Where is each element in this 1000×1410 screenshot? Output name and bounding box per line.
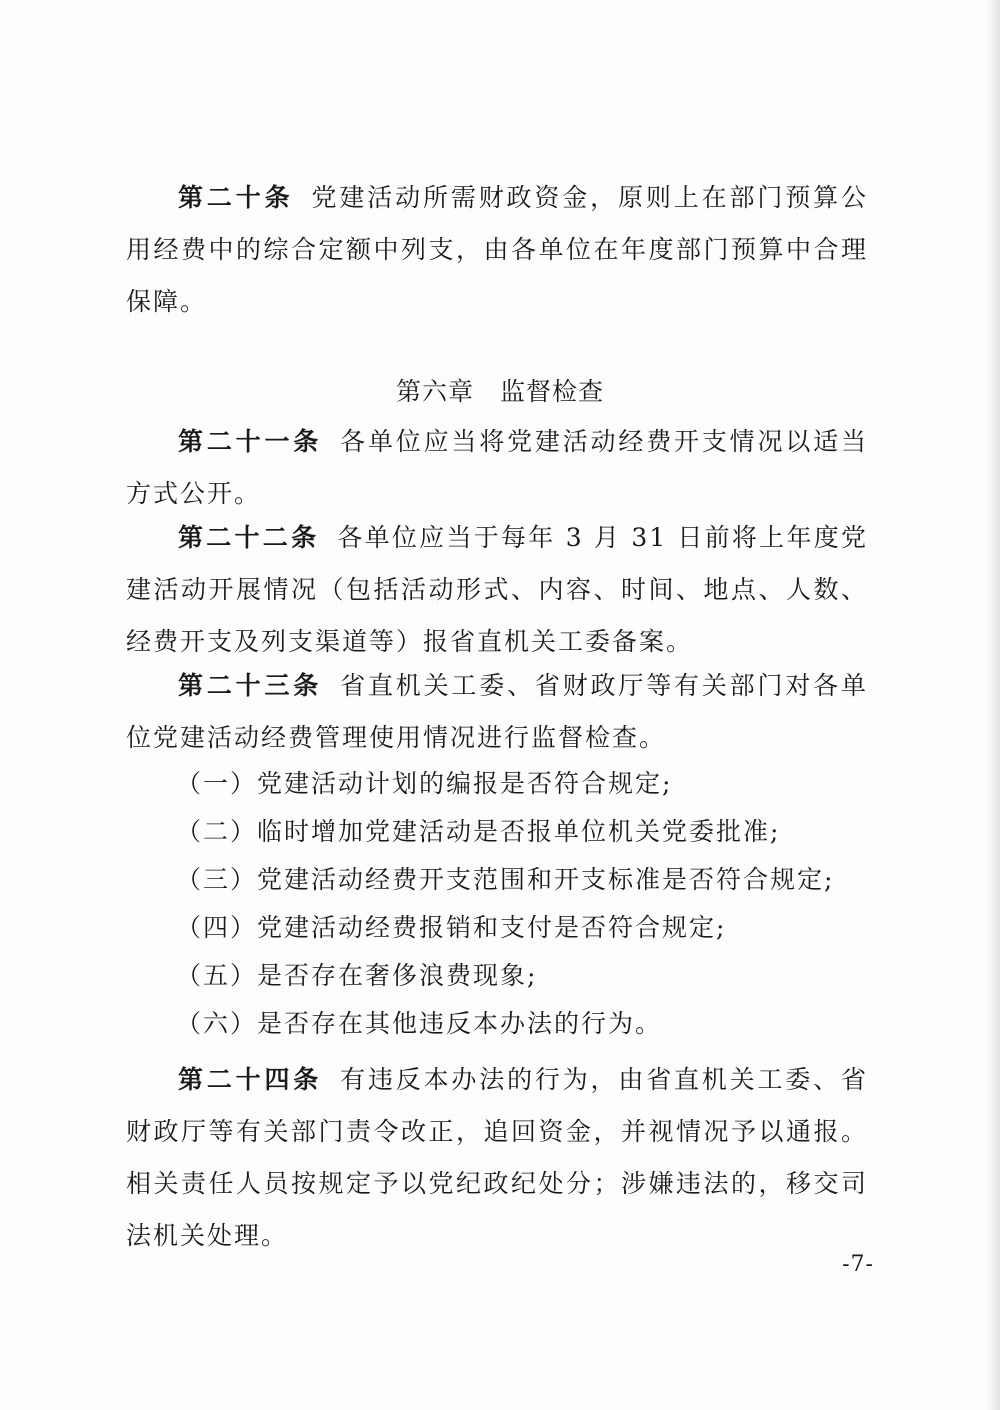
article-24 [126, 1054, 868, 1262]
article-22-number: 第二十二条 [178, 523, 320, 552]
article-20 [126, 172, 868, 328]
article-23 [126, 660, 868, 764]
article-21-number: 第二十一条 [178, 427, 323, 456]
article-23-text: 省直机关工委、省财政厅等有关部门对各单位党建活动经费管理使用情况进行监督检查。 [126, 671, 868, 752]
list-item: （四）党建活动经费报销和支付是否符合规定; [176, 913, 727, 942]
article-22-text: 各单位应当于每年 3 月 31 日前将上年度党建活动开展情况（包括活动形式、内容、时间、地点、人数、经费开支及列支渠道等）报省直机关工委备案。 [126, 523, 868, 656]
article-20-text: 党建活动所需财政资金，原则上在部门预算公用经费中的综合定额中列支，由各单位在年度部门预算中合理保障。 [126, 183, 868, 316]
article-23-number: 第二十三条 [178, 671, 323, 700]
list-item: （六）是否存在其他违反本办法的行为。 [176, 1009, 663, 1038]
scan-edge-shadow [986, 0, 1000, 1410]
article-20-number: 第二十条 [178, 183, 294, 212]
list-item: （一）党建活动计划的编报是否符合规定; [176, 769, 673, 798]
article-22 [126, 512, 868, 668]
article-24-number: 第二十四条 [178, 1065, 323, 1094]
chapter-heading [0, 372, 1000, 412]
page-number: -7- [842, 1252, 874, 1277]
list-item: （三）党建活动经费开支范围和开支标准是否符合规定; [176, 865, 835, 894]
article-21-text: 各单位应当将党建活动经费开支情况以适当方式公开。 [126, 427, 868, 508]
list-item: （五）是否存在奢侈浪费现象; [176, 961, 538, 990]
list-item: （二）临时增加党建活动是否报单位机关党委批准; [176, 817, 781, 846]
article-21 [126, 416, 868, 520]
article-24-text: 有违反本办法的行为，由省直机关工委、省财政厅等有关部门责令改正，追回资金，并视情况予以通报。相关责任人员按规定予以党纪政纪处分；涉嫌违法的，移交司法机关处理。 [126, 1065, 868, 1250]
chapter-title: 监督检查 [500, 377, 605, 406]
chapter-number: 第六章 [395, 377, 474, 406]
